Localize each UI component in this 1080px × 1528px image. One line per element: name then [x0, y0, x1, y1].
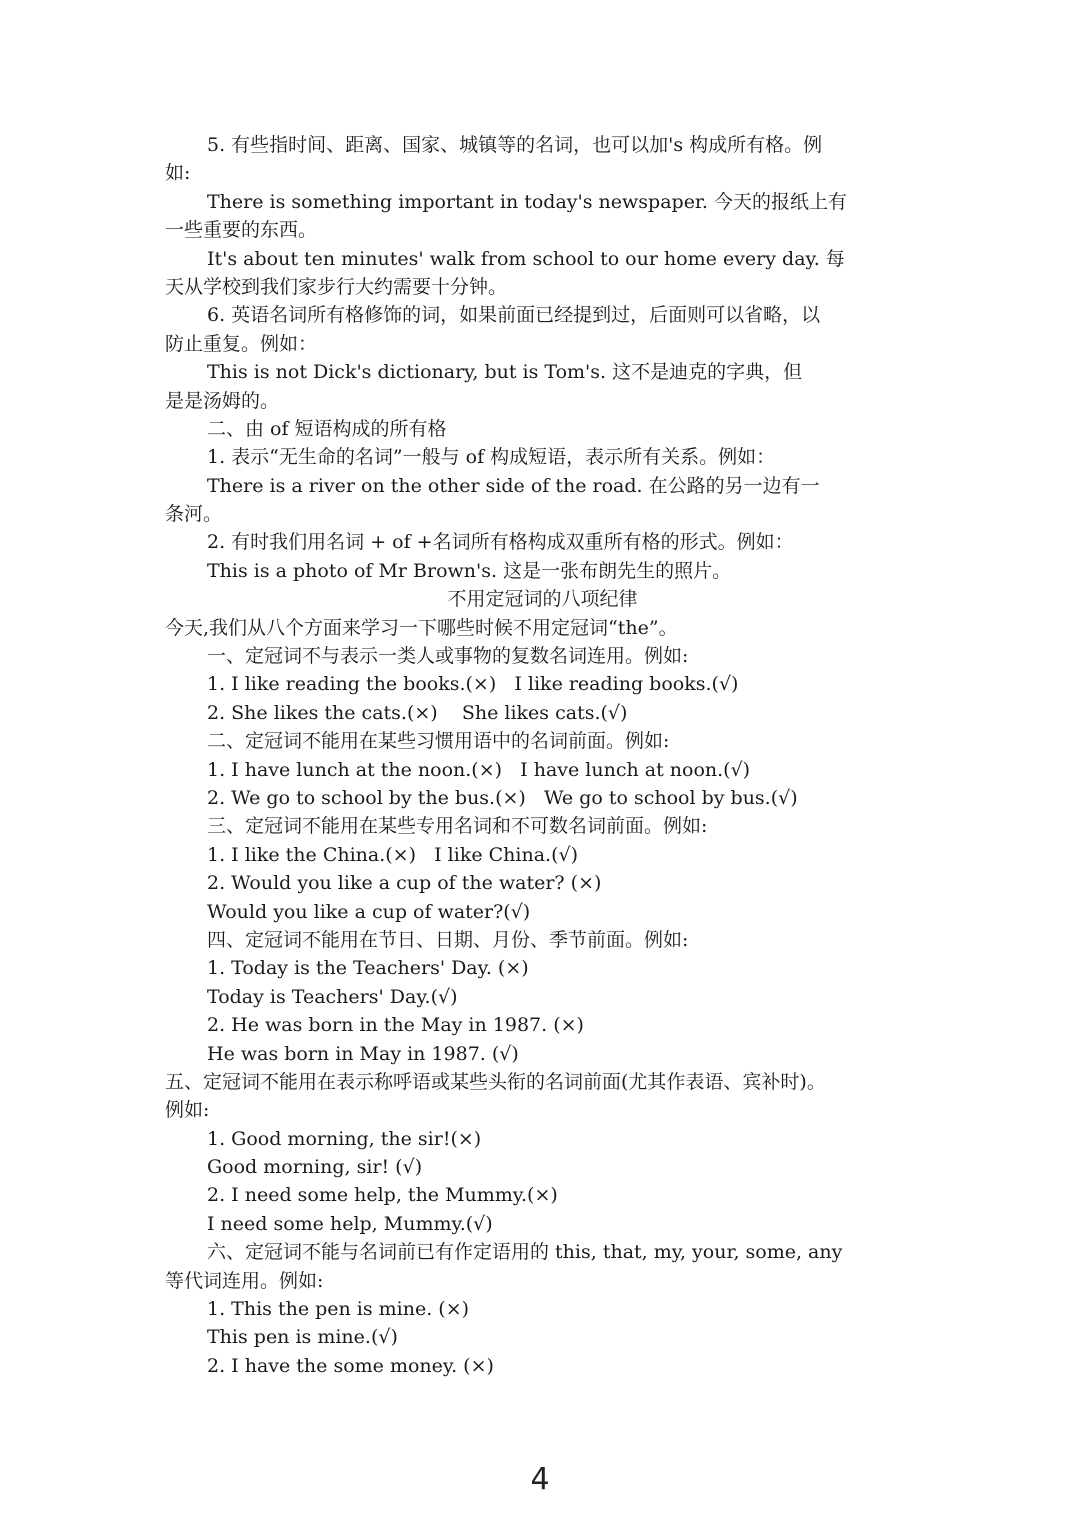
text-line: 条河。 — [165, 503, 223, 526]
text-line: He was born in May in 1987. (√) — [207, 1042, 519, 1065]
text-line: Good morning, sir! (√) — [207, 1156, 423, 1179]
text-line: 1. I like the China.(×) I like China.(√) — [207, 843, 579, 866]
text-line: 例如: — [165, 1099, 210, 1122]
text-line: 如: — [165, 162, 191, 185]
text-line: 2. 有时我们用名词 + of +名词所有格构成双重所有格的形式。例如： — [207, 531, 794, 554]
text-line: 1. Good morning, the sir!(×) — [207, 1127, 482, 1150]
text-line: 二、定冠词不能用在某些习惯用语中的名词前面。例如: — [207, 730, 670, 753]
text-line: 五、定冠词不能用在表示称呼语或某些头衔的名词前面(尤其作表语、宾补时)。 — [165, 1070, 826, 1093]
text-line: 六、定冠词不能与名词前已有作定语用的 this, that, my, your, some, any — [207, 1241, 843, 1264]
text-line: It's about ten minutes' walk from school to our home every day. 每 — [207, 247, 845, 270]
text-line: 三、定冠词不能用在某些专用名词和不可数名词前面。例如: — [207, 815, 708, 838]
text-line: 1. This the pen is mine. (×) — [207, 1298, 470, 1321]
text-line: 今天,我们从八个方面来学习一下哪些时候不用定冠词“the”。 — [165, 616, 678, 639]
text-line: There is something important in today's newspaper. 今天的报纸上有 — [207, 190, 848, 213]
text-line: There is a river on the other side of the road. 在公路的另一边有一 — [207, 474, 820, 497]
text-line: 2. I need some help, the Mummy.(×) — [207, 1184, 558, 1207]
text-line: 1. 表示“无生命的名词”一般与 of 构成短语，表示所有关系。例如： — [207, 446, 776, 469]
text-line: This pen is mine.(√) — [207, 1326, 398, 1349]
text-line: 等代词连用。例如: — [165, 1269, 324, 1292]
text-line: 2. Would you like a cup of the water? (×) — [207, 872, 602, 895]
text-line: 是是汤姆的。 — [165, 389, 280, 412]
document-body — [165, 131, 920, 1380]
text-line: 2. She likes the cats.(×) She likes cats.(√) — [207, 701, 628, 724]
text-line: 1. I like reading the books.(×) I like reading books.(√) — [207, 673, 739, 696]
text-line: 二、由 of 短语构成的所有格 — [207, 417, 447, 440]
text-line: This is a photo of Mr Brown's. 这是一张布朗先生的照片。 — [207, 559, 732, 582]
text-line: I need some help, Mummy.(√) — [207, 1212, 493, 1235]
text-line: 一些重要的东西。 — [165, 219, 318, 242]
text-line: 6. 英语名词所有格修饰的词，如果前面已经提到过，后面则可以省略，以 — [207, 304, 821, 327]
text-line: 四、定冠词不能用在节日、日期、月份、季节前面。例如: — [207, 928, 689, 951]
text-line: 2. We go to school by the bus.(×) We go to school by bus.(√) — [207, 786, 798, 809]
text-line: This is not Dick's dictionary, but is Tom's. 这不是迪克的字典，但 — [207, 361, 803, 384]
page-number: 4 — [530, 1462, 550, 1497]
text-line: 1. Today is the Teachers' Day. (×) — [207, 957, 529, 980]
text-line: 5. 有些指时间、距离、国家、城镇等的名词，也可以加's 构成所有格。例 — [207, 134, 823, 156]
text-line: Would you like a cup of water?(√) — [207, 900, 531, 923]
text-line: 防止重复。例如： — [165, 332, 318, 355]
text-line: Today is Teachers' Day.(√) — [207, 985, 458, 1008]
text-line: 天从学校到我们家步行大约需要十分钟。 — [165, 275, 508, 298]
text-line: 2. He was born in the May in 1987. (×) — [207, 1014, 584, 1037]
text-line: 1. I have lunch at the noon.(×) I have lunch at noon.(√) — [207, 758, 751, 781]
section-title: 不用定冠词的八项纪律 — [447, 588, 638, 611]
text-line: 2. I have the some money. (×) — [207, 1354, 494, 1377]
text-line: 一、定冠词不与表示一类人或事物的复数名词连用。例如: — [207, 645, 689, 668]
